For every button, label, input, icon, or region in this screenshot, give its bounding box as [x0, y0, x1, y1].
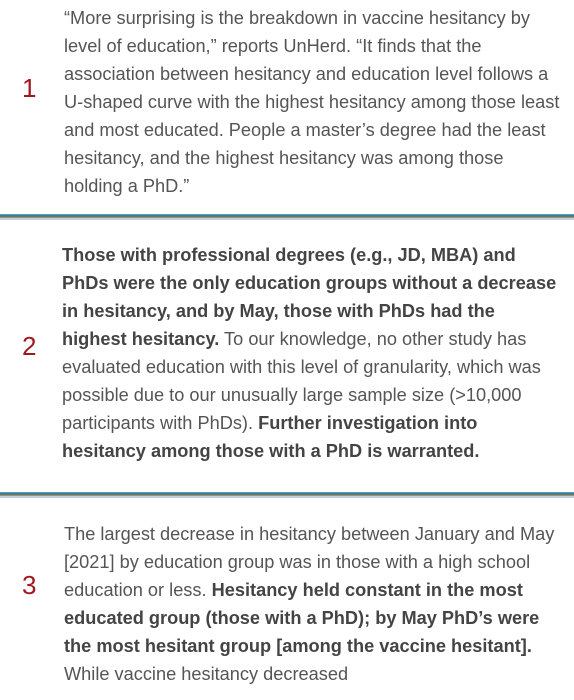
quote-panel-2: [0, 220, 574, 492]
item-number: 3: [22, 570, 37, 600]
quote-panel-3: [0, 498, 574, 700]
quote-text: [64, 4, 560, 200]
item-number: 2: [22, 331, 37, 361]
text-segment: While vaccine hesitancy decreased: [64, 664, 349, 684]
text-segment: The largest decrease in hesitancy between January and May [2021] by education group was in those with a high school education or less.: [64, 524, 555, 600]
quote-panel-1: [0, 0, 574, 214]
text-segment: To our knowledge, no other study has evaluated education with this level of granularity, which was possible due to our unusually large sample size (>10,000 participants with PhDs).: [62, 329, 541, 433]
item-number: 1: [22, 73, 37, 103]
text-segment-bold: Those with professional degrees (e.g., JD, MBA) and PhDs were the only education groups without a decrease in hesitancy, and by May, those with PhDs had the highest hesitancy.: [62, 245, 557, 349]
quote-text: [62, 241, 558, 465]
text-segment: “More surprising is the breakdown in vaccine hesitancy by level of education,” reports UnHerd. “It finds that the association between hesitancy and education level follows a U-shaped curve with the highest hesitancy among those least and most educated. People a master’s degree had the least hesitancy, and the highest hesitancy was among those holding a PhD.”: [64, 8, 560, 196]
text-segment-bold: Hesitancy held constant in the most educated group (those with a PhD); by May PhD’s were the most hesitant group [among the vaccine hesitant].: [64, 580, 540, 656]
text-segment-bold: Further investigation into hesitancy among those with a PhD is warranted.: [62, 413, 480, 461]
quote-text: [64, 520, 560, 688]
